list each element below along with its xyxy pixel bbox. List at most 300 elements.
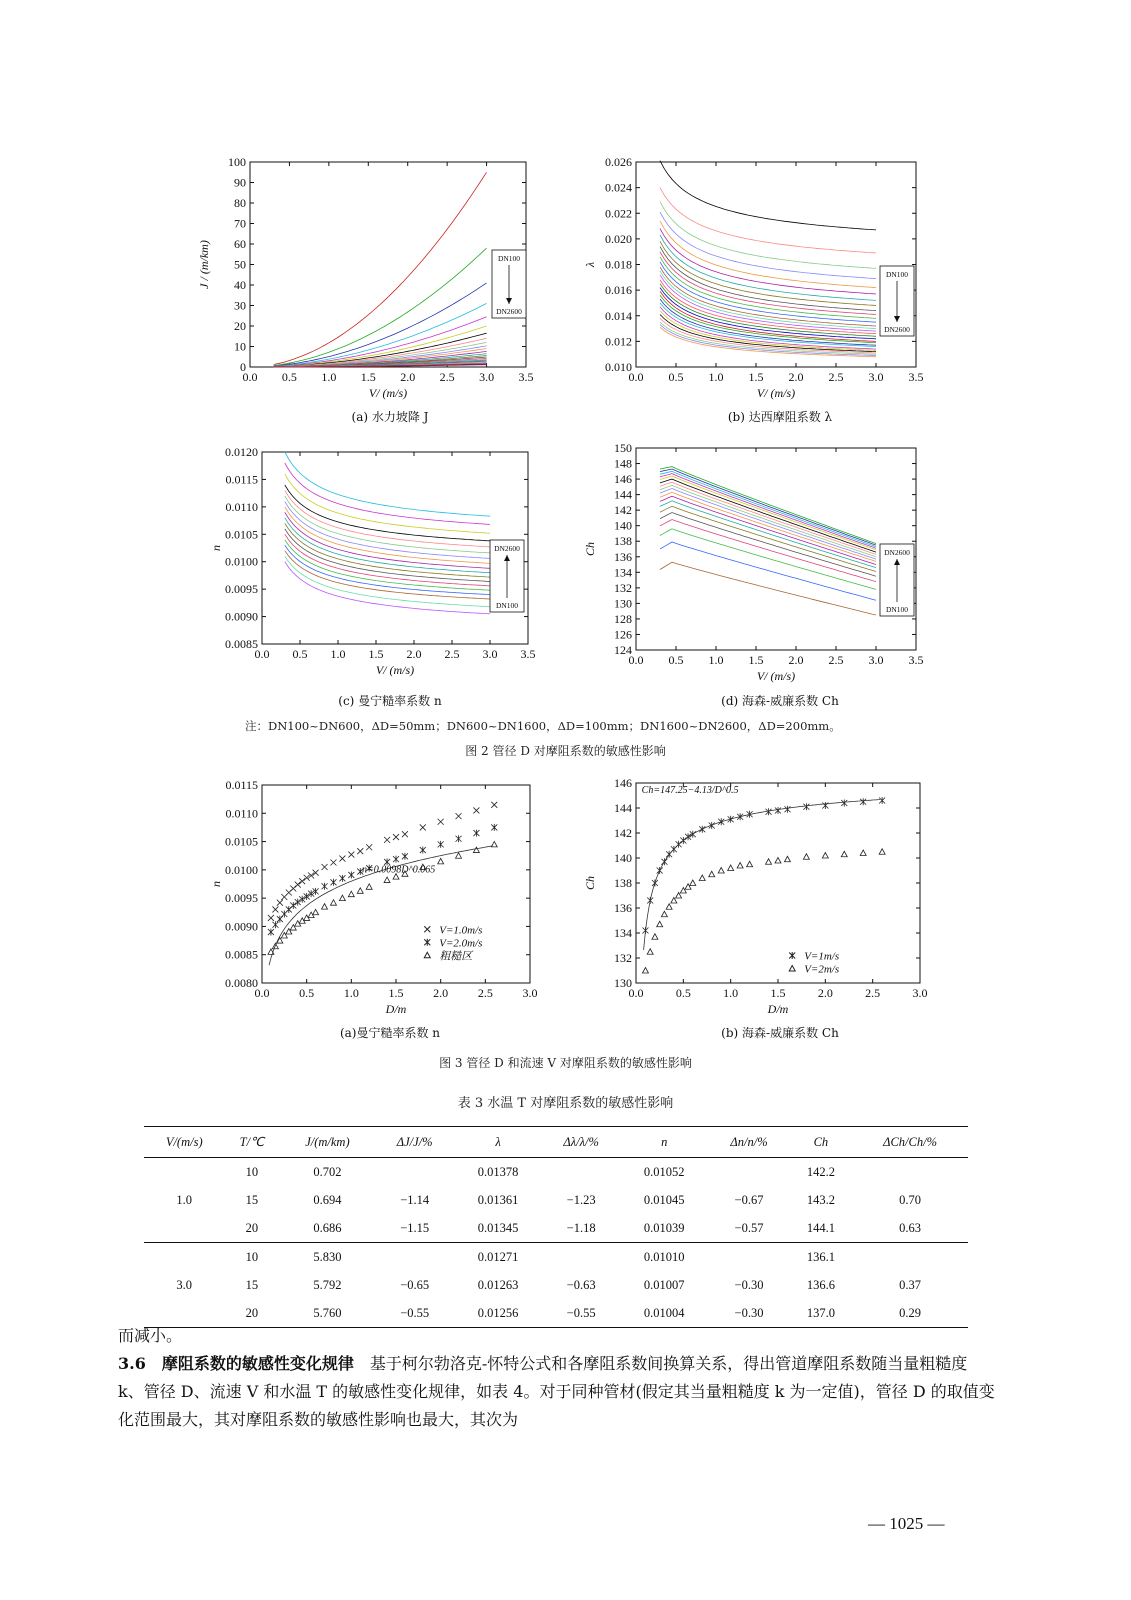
arrow-label-bottom: DN100: [885, 605, 909, 614]
table-cell: −0.57: [708, 1214, 789, 1243]
y-tick-label: 144: [614, 801, 632, 815]
marker-v1: [841, 800, 847, 807]
plot-frame: [262, 785, 530, 983]
table-cell: 5.760: [279, 1299, 375, 1328]
table3: [144, 1126, 968, 1328]
x-axis-label: D/m: [767, 1002, 789, 1016]
marker-rough: [339, 895, 345, 901]
marker-v2: [438, 841, 444, 848]
table-cell: [376, 1158, 454, 1187]
table-cell: [376, 1243, 454, 1272]
marker-v2: [699, 875, 705, 881]
table-cell: 0.01052: [643, 1164, 685, 1179]
x-tick-label: 3.5: [518, 370, 534, 384]
x-tick-label: 0.0: [254, 986, 270, 1000]
series-line: [660, 247, 876, 311]
series-line: [274, 248, 487, 365]
plot-frame: [250, 162, 526, 367]
y-tick-label: 0.0095: [225, 891, 258, 906]
y-tick-label: 126: [614, 627, 632, 642]
table3-title: 表 3 水温 T 对摩阻系数的敏感性影响: [457, 1096, 674, 1111]
y-tick-label: 70: [234, 216, 246, 231]
table-cell: 0.01345: [454, 1214, 542, 1243]
y-tick-label: 30: [234, 298, 246, 313]
y-tick-label: 0.0095: [225, 582, 258, 597]
y-tick-label: 134: [614, 926, 632, 940]
table-cell: −0.30: [734, 1277, 764, 1292]
series-line: [285, 452, 490, 516]
y-tick-label: 136: [614, 901, 632, 915]
series-line: [660, 467, 876, 544]
marker-v2: [339, 875, 345, 882]
marker-v1: [295, 882, 301, 888]
y-tick-label: 10: [234, 339, 246, 354]
series-line: [285, 529, 490, 582]
y-tick-label: 150: [614, 441, 632, 455]
y-tick-label: 40: [234, 278, 246, 292]
x-tick-label: 1.0: [343, 986, 359, 1000]
fig2d-caption: (d) 海森-威廉系数 Ch: [721, 694, 839, 708]
table3-header-cell: Δλ/λ/%: [542, 1127, 620, 1158]
x-tick-label: 3.0: [868, 370, 884, 384]
paragraph-body: 基于柯尔勃洛克-怀特公式和各摩阻系数间换算关系，得出管道摩阻系数随当量粗糙度 k、管径 D、流速 V 和水温 T 的敏感性变化规律，如表 4。对于同种管材(假定其当量粗糙度 k 为一定值)，管径 D 的取值变化范围最大，其对摩阻系数的敏感性影响也最大，其次为: [118, 1354, 995, 1429]
table-cell: 0.01263: [477, 1277, 519, 1292]
arrow-label-top: DN100: [885, 270, 909, 279]
legend-entry: V=2.0m/s: [439, 937, 483, 950]
y-tick-label: 60: [234, 237, 246, 251]
marker-v1: [860, 798, 866, 805]
marker-v2: [841, 851, 847, 857]
y-tick-label: 140: [614, 851, 632, 865]
x-tick-label: 1.5: [748, 370, 764, 384]
marker-v1: [784, 806, 790, 813]
table-cell: 0.70: [899, 1192, 921, 1207]
table-cell: [542, 1243, 620, 1272]
fig2-title: 图 2 管径 D 对摩阻系数的敏感性影响: [465, 744, 666, 758]
x-tick-label: 2.5: [444, 647, 460, 661]
marker-v2: [728, 865, 734, 871]
table-cell: 137.0: [790, 1299, 852, 1328]
y-tick-label: 138: [614, 876, 632, 890]
table-cell: −1.14: [400, 1192, 430, 1207]
y-tick-label: 0.0085: [225, 637, 258, 651]
fig2c-chart: [200, 440, 560, 695]
y-tick-label: 148: [614, 456, 632, 471]
marker-rough: [456, 853, 462, 859]
table-cell: 0.01039: [620, 1214, 708, 1243]
table-cell: 0.01010: [643, 1249, 685, 1264]
table-cell: 0.01271: [477, 1249, 519, 1264]
table-cell: 142.2: [806, 1164, 835, 1179]
y-axis-label: n: [209, 545, 223, 551]
y-tick-label: 130: [614, 596, 632, 611]
table-cell: [708, 1243, 789, 1272]
marker-v2: [272, 921, 278, 928]
y-tick-label: 0.0090: [225, 609, 258, 624]
y-axis-label: J / (m/km): [197, 240, 211, 289]
marker-v2: [803, 854, 809, 860]
x-tick-label: 0.5: [668, 653, 684, 667]
text-paragraph: [118, 1350, 998, 1434]
fit-annotation: Ch=147.25−4.13/D^0.5: [641, 785, 739, 796]
table-cell: −0.30: [708, 1299, 789, 1328]
y-tick-label: 0.0110: [225, 499, 258, 514]
x-tick-label: 1.5: [360, 370, 376, 384]
table-row: [144, 1214, 968, 1243]
marker-v1: [420, 824, 426, 830]
series-line: [285, 507, 490, 564]
x-tick-label: 2.0: [433, 986, 449, 1000]
y-tick-label: 0.020: [605, 231, 632, 246]
table-cell: [542, 1158, 620, 1187]
table-cell: [852, 1243, 968, 1272]
legend-marker: [424, 952, 430, 958]
x-axis-label: V/ (m/s): [756, 669, 796, 683]
y-tick-label: 80: [234, 196, 246, 210]
y-tick-label: 134: [614, 565, 632, 580]
marker-v2: [747, 861, 753, 867]
x-tick-label: 0.5: [299, 986, 315, 1000]
x-tick-label: 1.0: [321, 370, 337, 384]
marker-v2: [737, 863, 743, 869]
marker-rough: [384, 877, 390, 883]
x-tick-label: 0.0: [628, 370, 644, 384]
table-cell: 20: [224, 1299, 279, 1328]
fig2-note: 注：DN100~DN600，ΔD=50mm；DN600~DN1600，ΔD=100mm；DN1600~DN2600，ΔD=200mm。: [245, 719, 841, 733]
x-tick-label: 2.5: [828, 370, 844, 384]
series-line: [660, 501, 876, 568]
legend-entry: V=1m/s: [804, 950, 840, 963]
table-cell: 0.01256: [454, 1299, 542, 1328]
marker-v2: [647, 949, 653, 955]
marker-v2: [456, 835, 462, 842]
y-axis-label: λ: [583, 261, 597, 268]
x-axis-label: V/ (m/s): [375, 663, 415, 677]
y-tick-label: 0.0120: [225, 445, 258, 459]
x-tick-label: 2.0: [817, 986, 833, 1000]
table3-header-cell: T/℃: [224, 1127, 279, 1158]
y-tick-label: 50: [234, 257, 246, 272]
y-tick-label: 20: [234, 319, 246, 333]
table-cell: 144.1: [790, 1214, 852, 1243]
table-cell: 0.37: [899, 1277, 921, 1292]
x-axis-label: V/ (m/s): [756, 386, 796, 400]
y-tick-label: 138: [614, 534, 632, 549]
x-tick-label: 0.5: [675, 986, 691, 1000]
x-tick-label: 3.0: [479, 370, 495, 384]
table-cell: 0.63: [852, 1214, 968, 1243]
marker-v2: [473, 830, 479, 837]
series-line: [660, 188, 876, 253]
y-tick-label: 0.018: [605, 257, 632, 272]
table-cell: 0.686: [279, 1214, 375, 1243]
y-tick-label: 0.0100: [225, 554, 258, 569]
marker-v1: [402, 831, 408, 837]
marker-v2: [642, 968, 648, 974]
marker-rough: [313, 909, 319, 915]
y-tick-label: 142: [614, 826, 632, 840]
y-tick-label: 146: [614, 776, 632, 790]
series-line: [660, 202, 876, 269]
y-tick-label: 146: [614, 472, 632, 487]
marker-v2: [491, 824, 497, 831]
x-tick-label: 0.0: [628, 986, 644, 1000]
marker-v2: [286, 906, 292, 913]
arrow-label-bottom: DN2600: [884, 325, 910, 334]
legend-entry: V=1.0m/s: [439, 924, 483, 937]
x-tick-label: 1.0: [708, 370, 724, 384]
y-tick-label: 0.0115: [225, 472, 258, 487]
marker-v2: [402, 853, 408, 860]
series-line: [285, 545, 490, 594]
table3-header-cell: J/(m/km): [279, 1127, 375, 1158]
fit-curve: [644, 800, 881, 950]
table3-header-cell: n: [620, 1127, 708, 1158]
series-line: [285, 512, 490, 568]
marker-v2: [709, 871, 715, 877]
table-cell: 10: [245, 1249, 259, 1264]
table-cell: 0.01378: [477, 1164, 519, 1179]
table-row: [144, 1243, 968, 1272]
table-cell: 10: [245, 1164, 259, 1179]
marker-v1: [272, 906, 278, 912]
marker-v1: [491, 802, 497, 808]
y-tick-label: 0.0090: [225, 919, 258, 934]
table-cell: −1.15: [376, 1214, 454, 1243]
table-cell: 0.01007: [643, 1277, 685, 1292]
x-tick-label: 0.5: [281, 370, 297, 384]
marker-v2: [652, 934, 658, 940]
marker-v1: [330, 860, 336, 866]
y-tick-label: 90: [234, 175, 246, 190]
table-cell-velocity: 1.0: [144, 1158, 224, 1243]
fig3a-chart: [200, 775, 560, 1025]
table-cell: −0.65: [400, 1277, 430, 1292]
x-tick-label: 0.0: [628, 653, 644, 667]
y-tick-label: 0.014: [605, 308, 632, 323]
x-tick-label: 0.5: [292, 647, 308, 661]
table-cell: 0.01004: [620, 1299, 708, 1328]
x-tick-label: 1.0: [330, 647, 346, 661]
x-tick-label: 2.5: [865, 986, 881, 1000]
marker-v1: [775, 807, 781, 814]
arrow-label-top: DN2600: [884, 548, 910, 557]
legend-marker: [789, 952, 795, 959]
marker-v2: [420, 847, 426, 854]
x-tick-label: 3.0: [912, 986, 928, 1000]
y-tick-label: 0.0105: [225, 527, 258, 542]
y-tick-label: 144: [614, 487, 632, 502]
fig3-title: 图 3 管径 D 和流速 V 对摩阻系数的敏感性影响: [439, 1056, 692, 1070]
series-line: [660, 474, 876, 549]
table-cell: −1.18: [542, 1214, 620, 1243]
y-tick-label: 0: [240, 360, 246, 374]
fig3b-caption: (b) 海森-威廉系数 Ch: [721, 1026, 839, 1040]
x-tick-label: 1.5: [368, 647, 384, 661]
fig2d-chart: [580, 440, 940, 695]
marker-v1: [766, 808, 772, 815]
series-line: [285, 534, 490, 586]
x-tick-label: 2.0: [406, 647, 422, 661]
x-tick-label: 2.0: [788, 653, 804, 667]
table-cell: 15: [245, 1192, 259, 1207]
y-tick-label: 0.026: [605, 155, 632, 169]
table-cell: 136.1: [806, 1249, 835, 1264]
fit-annotation: n=0.0098D^0.065: [362, 864, 436, 876]
x-tick-label: 2.5: [439, 370, 455, 384]
table-cell: −0.67: [734, 1192, 764, 1207]
table-cell: 20: [224, 1214, 279, 1243]
marker-v2: [661, 911, 667, 917]
fig3b-chart: [580, 775, 940, 1025]
marker-v2: [860, 850, 866, 856]
x-tick-label: 0.5: [668, 370, 684, 384]
series-line: [285, 540, 490, 590]
y-tick-label: 0.012: [605, 334, 632, 349]
table3-header-cell: ΔCh/Ch/%: [852, 1127, 968, 1158]
y-tick-label: 136: [614, 549, 632, 564]
marker-v1: [348, 852, 354, 858]
table3-header-cell: Ch: [790, 1127, 852, 1158]
x-tick-label: 1.0: [708, 653, 724, 667]
table-cell: [852, 1158, 968, 1187]
legend-marker: [789, 966, 795, 972]
series-line: [285, 485, 490, 541]
y-tick-label: 0.0105: [225, 834, 258, 849]
marker-rough: [366, 884, 372, 890]
marker-v2: [879, 849, 885, 855]
marker-v2: [330, 879, 336, 886]
legend-entry: 粗糙区: [439, 950, 473, 963]
y-tick-label: 0.010: [605, 360, 632, 374]
y-tick-label: 0.022: [605, 206, 632, 221]
marker-v2: [322, 883, 328, 890]
x-tick-label: 2.0: [788, 370, 804, 384]
y-tick-label: 0.024: [605, 180, 632, 195]
table-cell: 5.830: [313, 1249, 342, 1264]
y-tick-label: 0.0115: [225, 778, 258, 792]
marker-v1: [456, 813, 462, 819]
y-axis-label: Ch: [583, 875, 597, 891]
x-tick-label: 2.5: [828, 653, 844, 667]
table-cell: 0.29: [852, 1299, 968, 1328]
marker-v2: [393, 856, 399, 863]
marker-v2: [290, 902, 296, 909]
table3-header-row: [144, 1127, 968, 1158]
series-line: [660, 513, 876, 577]
x-tick-label: 3.5: [908, 653, 924, 667]
y-tick-label: 0.0085: [225, 947, 258, 962]
series-line: [660, 161, 876, 230]
x-tick-label: 3.0: [868, 653, 884, 667]
marker-v2: [348, 871, 354, 878]
legend-entry: V=2m/s: [804, 963, 840, 976]
marker-v1: [803, 803, 809, 810]
table-cell: −0.55: [376, 1299, 454, 1328]
marker-rough: [322, 904, 328, 910]
text-line1: 而减小。: [118, 1326, 183, 1345]
marker-v1: [822, 802, 828, 809]
marker-v1: [384, 837, 390, 843]
arrow-label-top: DN2600: [494, 544, 520, 553]
fig2c-caption: (c) 曼宁糙率系数 n: [338, 694, 442, 708]
y-tick-label: 0.016: [605, 283, 632, 298]
x-tick-label: 1.5: [770, 986, 786, 1000]
arrow-label-bottom: DN2600: [496, 307, 522, 316]
marker-v2: [784, 856, 790, 862]
marker-rough: [438, 858, 444, 864]
x-tick-label: 3.0: [482, 647, 498, 661]
x-axis-label: D/m: [385, 1002, 407, 1016]
table-cell: 5.792: [313, 1277, 342, 1292]
marker-v2: [690, 880, 696, 886]
table-cell: 0.702: [313, 1164, 342, 1179]
marker-v1: [339, 856, 345, 862]
fig2b-caption: (b) 达西摩阻系数 λ: [727, 410, 833, 424]
marker-v2: [766, 859, 772, 865]
series-line: [660, 229, 876, 294]
y-tick-label: 0.0110: [225, 806, 258, 821]
table-cell: −0.55: [542, 1299, 620, 1328]
table-cell: 143.2: [806, 1192, 835, 1207]
series-line: [285, 501, 490, 558]
marker-v1: [357, 848, 363, 854]
y-tick-label: 142: [614, 503, 632, 518]
legend-marker: [424, 939, 430, 946]
y-tick-label: 132: [614, 580, 632, 595]
table3-header-cell: V/(m/s): [144, 1127, 224, 1158]
marker-v2: [822, 853, 828, 859]
x-tick-label: 3.0: [522, 986, 538, 1000]
marker-v2: [268, 929, 274, 936]
arrow-label-bottom: DN100: [495, 601, 519, 610]
x-tick-label: 0.0: [254, 647, 270, 661]
page-number: — 1025 —: [868, 1514, 945, 1533]
x-axis-label: V/ (m/s): [368, 386, 408, 400]
table-cell: 0.694: [313, 1192, 342, 1207]
x-tick-label: 1.0: [723, 986, 739, 1000]
y-tick-label: 0.0080: [225, 976, 258, 990]
table-row: [144, 1158, 968, 1187]
y-tick-label: 140: [614, 518, 632, 533]
table-cell: 15: [245, 1277, 259, 1292]
marker-v2: [775, 858, 781, 864]
x-tick-label: 2.5: [477, 986, 493, 1000]
y-tick-label: 124: [614, 643, 632, 657]
marker-v1: [322, 864, 328, 870]
y-tick-label: 130: [614, 976, 632, 990]
x-tick-label: 3.5: [908, 370, 924, 384]
marker-v1: [438, 819, 444, 825]
x-tick-label: 1.5: [748, 653, 764, 667]
series-line: [660, 221, 876, 288]
marker-v1: [366, 844, 372, 850]
body-text: [118, 1322, 998, 1434]
series-line: [285, 474, 490, 533]
table-cell: 136.6: [806, 1277, 835, 1292]
y-tick-label: 0.0100: [225, 862, 258, 877]
marker-v2: [666, 904, 672, 910]
fig2a-caption: (a) 水力坡降 J: [351, 410, 429, 424]
x-tick-label: 3.5: [520, 647, 536, 661]
table3-header-cell: Δn/n/%: [708, 1127, 789, 1158]
fig2b-chart: [580, 150, 940, 420]
y-axis-label: n: [209, 881, 223, 887]
marker-rough: [330, 900, 336, 906]
y-tick-label: 132: [614, 951, 632, 965]
x-tick-label: 0.0: [242, 370, 258, 384]
marker-v2: [718, 868, 724, 874]
